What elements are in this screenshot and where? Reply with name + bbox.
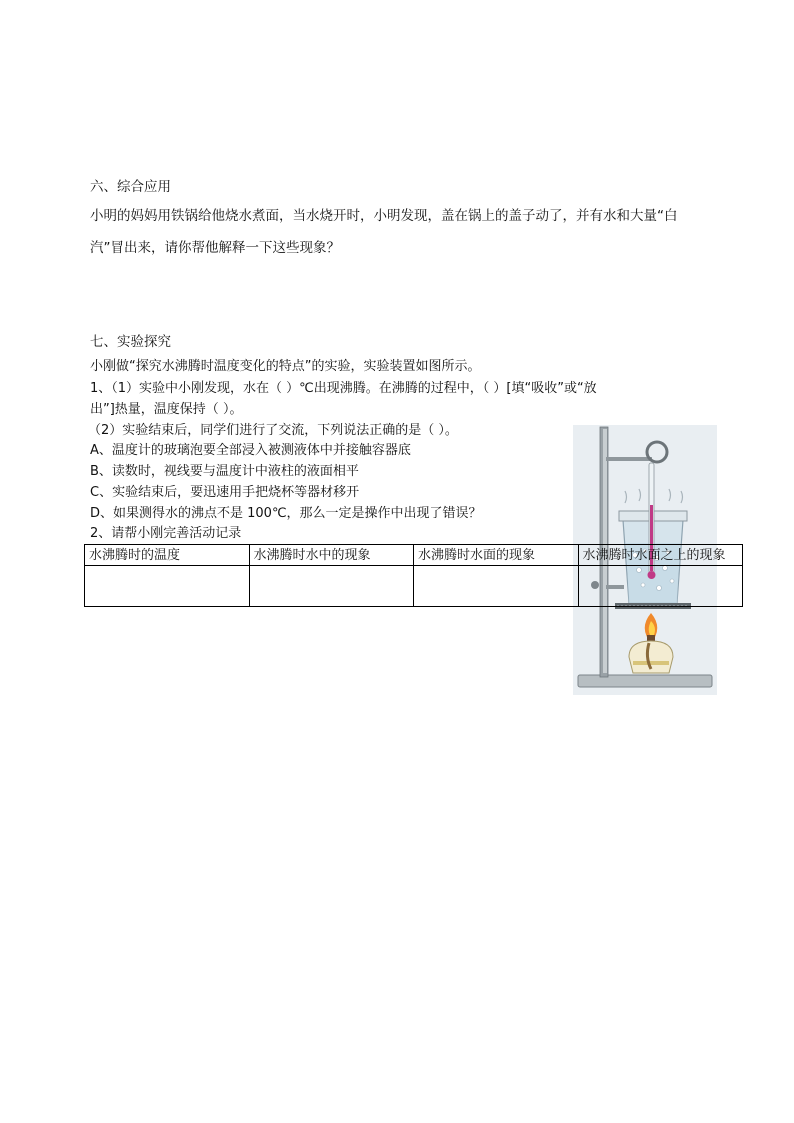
question1-line2: 出”]热量，温度保持（ ）。 (90, 402, 243, 417)
section6-text-line2: 汽”冒出来，请你帮他解释一下这些现象？ (90, 240, 340, 256)
question1-line1: 1、（1）实验中小刚发现，水在（ ）℃出现沸腾。在沸腾的过程中，（ ）[填“吸收”或“放 (90, 381, 597, 396)
question1-part2: （2）实验结束后，同学们进行了交流，下列说法正确的是（ ）。 (88, 423, 458, 438)
activity-record-table (84, 544, 743, 607)
option-c: C、实验结束后，要迅速用手把烧杯等器材移开 (90, 485, 360, 500)
option-a: A、温度计的玻璃泡要全部浸入被测液体中并接触容器底 (90, 443, 411, 458)
table-row (85, 566, 743, 607)
section7-intro: 小刚做“探究水沸腾时温度变化的特点”的实验，实验装置如图所示。 (90, 359, 481, 374)
table-header-cell: 水沸腾时的温度 (85, 545, 250, 566)
table-answer-cell[interactable] (85, 566, 250, 607)
table-answer-cell[interactable] (578, 566, 743, 607)
table-header-cell: 水沸腾时水面的现象 (414, 545, 579, 566)
option-b: B、读数时，视线要与温度计中液柱的液面相平 (90, 464, 359, 479)
question2: 2、请帮小刚完善活动记录 (90, 526, 242, 541)
section6-text-line1: 小明的妈妈用铁锅给他烧水煮面，当水烧开时，小明发现，盖在锅上的盖子动了，并有水和大量“白 (90, 208, 678, 224)
table-header-row (85, 545, 743, 566)
option-d: D、如果测得水的沸点不是 100℃，那么一定是操作中出现了错误？ (90, 506, 482, 521)
section6-heading: 六、综合应用 (90, 179, 171, 195)
table-header-cell: 水沸腾时水中的现象 (249, 545, 414, 566)
section7-heading: 七、实验探究 (90, 334, 171, 350)
table-answer-cell[interactable] (414, 566, 579, 607)
table-answer-cell[interactable] (249, 566, 414, 607)
table-header-cell: 水沸腾时水面之上的现象 (578, 545, 743, 566)
